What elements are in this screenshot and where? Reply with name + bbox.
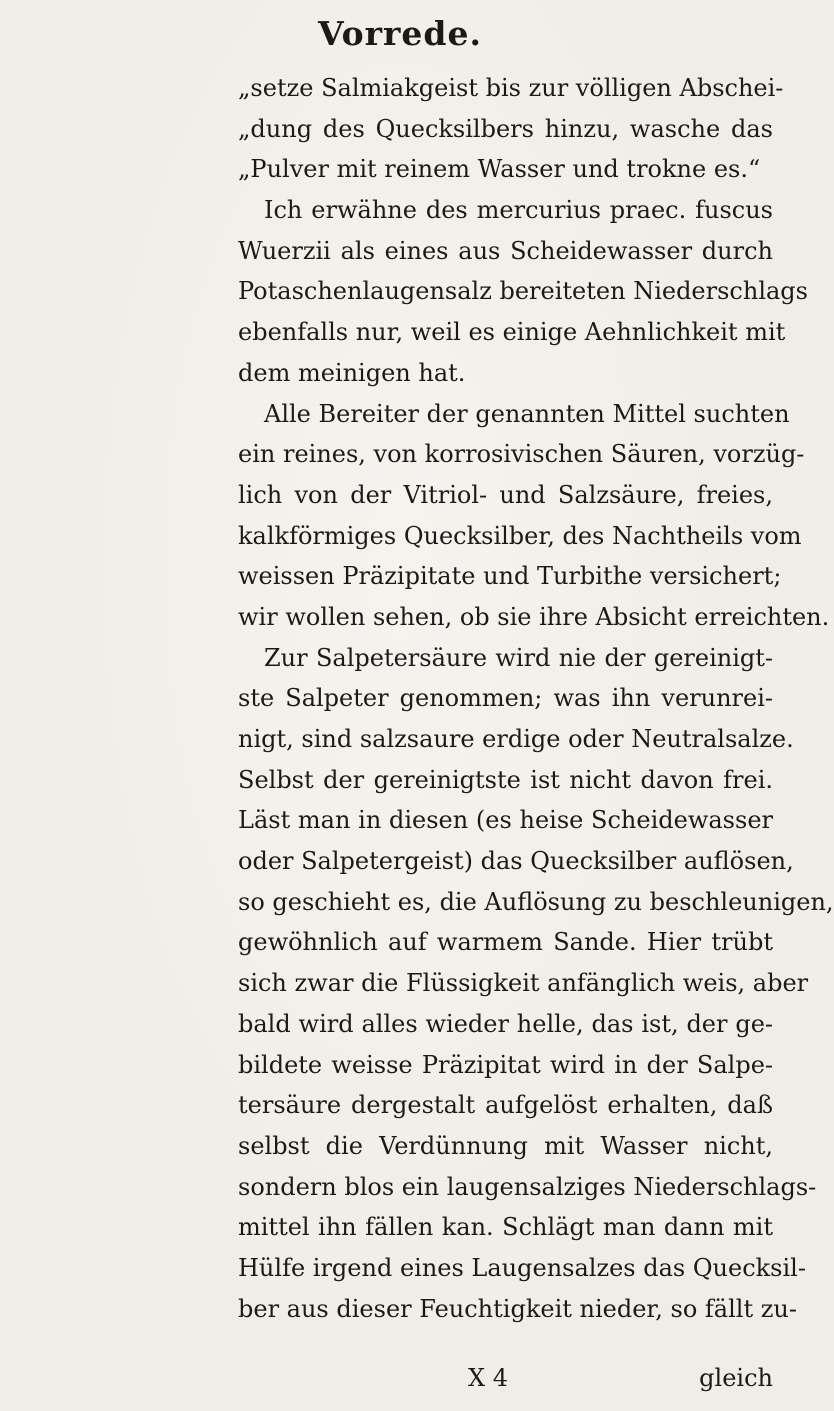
text-line: Wuerzii als eines aus Scheidewasser durch (238, 236, 773, 265)
text-line: dem meinigen hat. (238, 358, 466, 387)
text-line: „Pulver mit reinem Wasser und trokne es.“ (238, 155, 761, 184)
text-line: Hülfe irgend eines Laugensalzes das Quecksil- (238, 1253, 806, 1282)
text-line: oder Salpetergeist) das Quecksilber auflösen, (238, 847, 794, 876)
text-line: wir wollen sehen, ob sie ihre Absicht erreichten. (238, 602, 830, 631)
text-line: lich von der Vitriol- und Salzsäure, freies, (238, 480, 773, 509)
text-line: „setze Salmiakgeist bis zur völligen Abschei- (238, 74, 784, 102)
text-line: Alle Bereiter der genannten Mittel suchten (264, 399, 790, 428)
text-line: nigt, sind salzsaure erdige oder Neutralsalze. (238, 725, 794, 753)
text-line: Zur Salpetersäure wird nie der gereinigt- (264, 643, 773, 672)
text-line: sondern blos ein laugensalziges Niederschlags- (238, 1172, 817, 1201)
page-footer (238, 1364, 773, 1404)
text-line: sich zwar die Flüssigkeit anfänglich weis, aber (238, 969, 809, 998)
text-line: Potaschenlaugensalz bereiteten Niederschlags (238, 277, 808, 306)
text-line: ein reines, von korrosivischen Säuren, vorzüg- (238, 440, 805, 469)
text-line: mittel ihn fällen kan. Schlägt man dann mit (238, 1213, 773, 1242)
text-line: ber aus dieser Feuchtigkeit nieder, so fällt zu- (238, 1294, 797, 1323)
body-text (238, 68, 834, 1329)
text-line: tersäure dergestalt aufgelöst erhalten, daß (238, 1091, 773, 1120)
text-line: selbst die Verdünnung mit Wasser nicht, (238, 1131, 773, 1160)
text-line: Selbst der gereinigtste ist nicht davon frei. (238, 765, 773, 794)
text-line: so geschieht es, die Auflösung zu beschleunigen, (238, 887, 834, 916)
text-line: bald wird alles wieder helle, das ist, der ge- (238, 1009, 773, 1038)
text-line: kalkförmiges Quecksilber, des Nachtheils vom (238, 521, 802, 550)
catchword: gleich (699, 1364, 773, 1392)
text-line: Läst man in diesen (es heise Scheidewasser (238, 806, 773, 835)
text-line: bildete weisse Präzipitat wird in der Salpe- (238, 1050, 773, 1079)
text-line: Ich erwähne des mercurius praec. fuscus (264, 196, 773, 225)
text-line: gewöhnlich auf warmem Sande. Hier trübt (238, 928, 773, 957)
text-line: weissen Präzipitate und Turbithe versichert; (238, 562, 782, 591)
text-line: ebenfalls nur, weil es einige Aehnlichkeit mit (238, 318, 786, 347)
text-line: „dung des Quecksilbers hinzu, wasche das (238, 114, 773, 143)
signature-mark: X 4 (468, 1364, 508, 1392)
running-title: Vorrede. (318, 14, 482, 53)
text-line: ste Salpeter genommen; was ihn verunrei- (238, 684, 773, 713)
